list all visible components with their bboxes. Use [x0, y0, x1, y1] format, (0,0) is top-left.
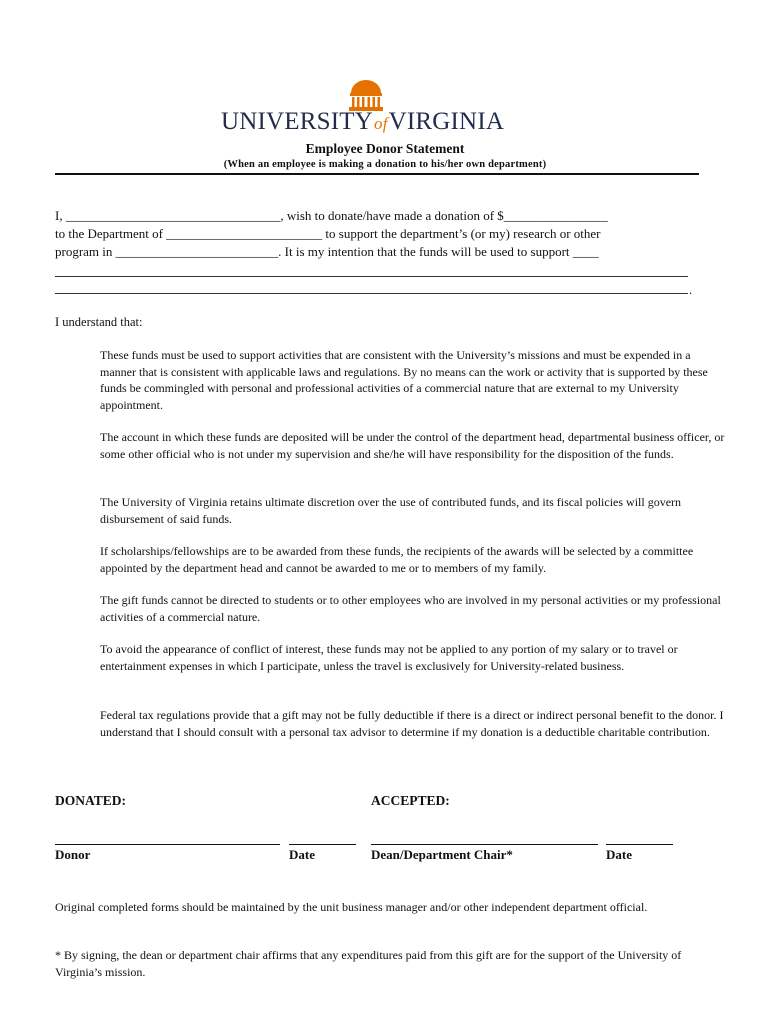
- donor-signature-line[interactable]: [55, 844, 280, 845]
- donated-heading: DONATED:: [55, 793, 127, 808]
- university-wordmark: [221, 108, 521, 136]
- terms-paragraph: The University of Virginia retains ultimate discretion over the use of contributed funds, and its fiscal policies will govern disbursement of said funds.: [100, 495, 682, 526]
- purpose-blank-line-2[interactable]: [55, 293, 688, 294]
- terms-paragraph: If scholarships/fellowships are to be awarded from these funds, the recipients of the awards will be selected by a committee appointed by the department head and cannot be awarded to me or to members of my family.: [100, 544, 694, 575]
- accepted-heading: ACCEPTED:: [371, 793, 450, 808]
- wordmark-of: of: [374, 114, 388, 133]
- page-subtitle: (When an employee is making a donation to his/her own department): [223, 159, 547, 170]
- terms-paragraph: These funds must be used to support activities that are consistent with the University’s missions and must be expended in a manner that is consistent with applicable laws and regulations. By no means can the work or activity that is supported by these funds be commingled with personal and professional activities of a commercial nature that are external to my University appointment.: [100, 348, 708, 412]
- header-divider: [55, 173, 699, 175]
- donor-statement-line-3[interactable]: program in _________________________. It is my intention that the funds will be used to support ____: [55, 244, 599, 259]
- wordmark-university: UNIVERSITY: [221, 108, 373, 135]
- dean-signature-line[interactable]: [371, 844, 598, 845]
- wordmark-virginia: VIRGINIA: [388, 108, 505, 135]
- dean-date-label: Date: [606, 847, 632, 862]
- donor-statement-line-2[interactable]: to the Department of ________________________ to support the department’s (or my) research or other: [55, 226, 601, 241]
- donor-date-line[interactable]: [289, 844, 356, 845]
- purpose-blank-line-1[interactable]: [55, 276, 688, 277]
- page-title: Employee Donor Statement: [305, 141, 465, 156]
- terms-paragraph: To avoid the appearance of conflict of interest, these funds may not be applied to any portion of my salary or to travel or entertainment expenses in which I participate, unless the travel is exclusively for University-related business.: [100, 642, 678, 673]
- dean-date-line[interactable]: [606, 844, 673, 845]
- donor-statement-line-1[interactable]: I, _________________________________, wish to donate/have made a donation of $________________: [55, 208, 608, 223]
- signing-footnote: * By signing, the dean or department chair affirms that any expenditures paid from this gift are for the support of the University of Virginia’s mission.: [55, 948, 682, 979]
- terms-paragraph: The account in which these funds are deposited will be under the control of the department head, departmental business officer, or some other official who is not under my supervision and she/he will have responsibility for the disposition of the funds.: [100, 430, 725, 461]
- understand-label: I understand that:: [55, 315, 143, 329]
- dean-chair-label: Dean/Department Chair*: [371, 847, 513, 862]
- terms-paragraph: Federal tax regulations provide that a gift may not be fully deductible if there is a direct or indirect personal benefit to the donor. I understand that I should consult with a personal tax advisor to determine if my donation is a deductible charitable contribution.: [100, 708, 724, 739]
- donor-date-label: Date: [289, 847, 315, 862]
- donor-label: Donor: [55, 847, 91, 862]
- terms-paragraph: The gift funds cannot be directed to students or to other employees who are involved in my personal activities or my professional activities of a commercial nature.: [100, 593, 721, 624]
- rotunda-logo-icon: [349, 77, 383, 111]
- retention-note: Original completed forms should be maintained by the unit business manager and/or other independent department official.: [55, 900, 648, 914]
- purpose-line-period: .: [689, 282, 693, 297]
